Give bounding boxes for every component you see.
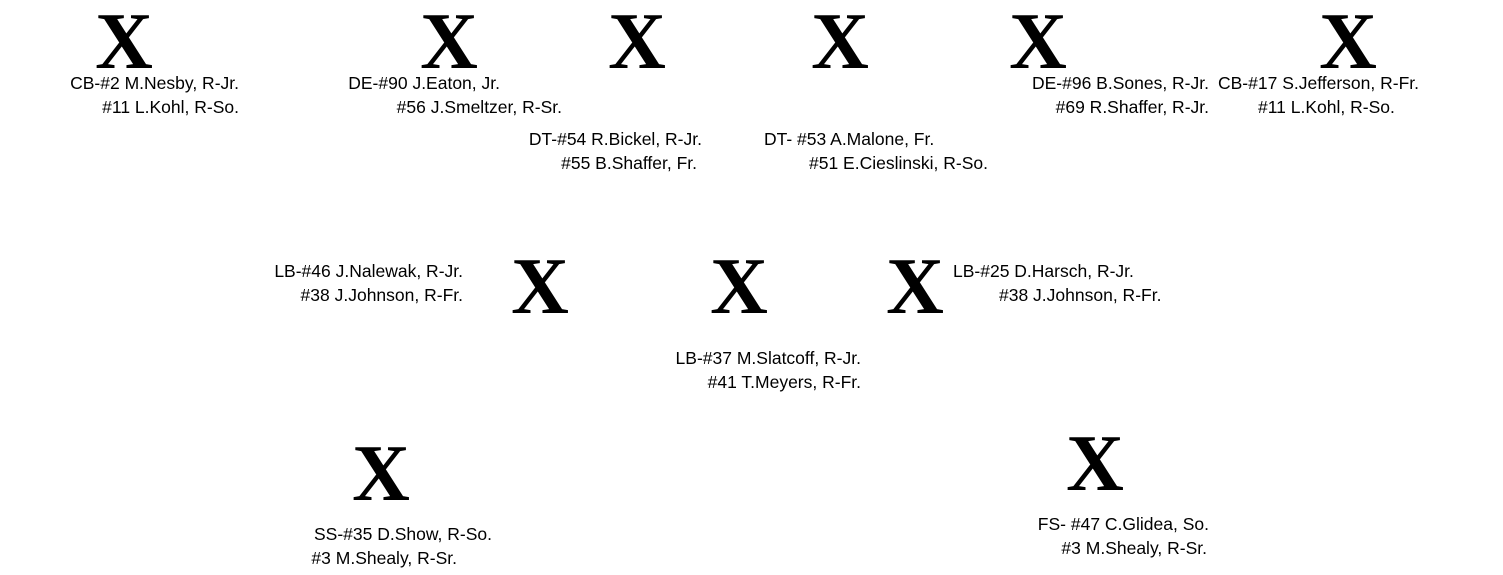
fs-starter: FS- #47 C.Glidea, So. <box>1037 514 1209 534</box>
lb-right-backup: #38 J.Johnson, R-Fr. <box>999 285 1162 305</box>
dt-right-starter: DT- #53 A.Malone, Fr. <box>764 129 935 149</box>
ss-label <box>311 522 492 570</box>
lb-left-starter: LB-#46 J.Nalewak, R-Jr. <box>274 261 463 281</box>
lb-right-label <box>953 259 1161 307</box>
dt-right-backup: #51 E.Cieslinski, R-So. <box>809 153 988 173</box>
dt-left-starter: DT-#54 R.Bickel, R-Jr. <box>528 129 702 149</box>
de-right-backup: #69 R.Shaffer, R-Jr. <box>1055 97 1209 117</box>
cb-right-label <box>1218 71 1419 119</box>
cb-left-label <box>70 71 239 119</box>
fs-backup: #3 M.Shealy, R-Sr. <box>1061 538 1207 558</box>
cb-right-starter: CB-#17 S.Jefferson, R-Fr. <box>1218 73 1420 93</box>
ss-backup: #3 M.Shealy, R-Sr. <box>311 548 457 568</box>
dt-right-marker: X <box>811 0 869 86</box>
lb-left-marker: X <box>511 243 569 331</box>
lb-middle-backup: #41 T.Meyers, R-Fr. <box>707 372 861 392</box>
de-right-label <box>1032 71 1209 119</box>
ss-marker: X <box>352 430 410 518</box>
lb-middle-label <box>676 346 861 394</box>
fs-label <box>1038 512 1209 560</box>
cb-left-backup: #11 L.Kohl, R-So. <box>102 97 239 117</box>
cb-right-marker: X <box>1319 0 1377 86</box>
lb-left-label <box>274 259 463 307</box>
lb-right-marker: X <box>886 243 944 331</box>
fs-marker: X <box>1066 420 1124 508</box>
de-right-starter: DE-#96 B.Sones, R-Jr. <box>1031 73 1209 93</box>
ss-starter: SS-#35 D.Show, R-So. <box>314 524 492 544</box>
de-left-backup: #56 J.Smeltzer, R-Sr. <box>396 97 562 117</box>
lb-right-starter: LB-#25 D.Harsch, R-Jr. <box>953 261 1134 281</box>
de-left-label <box>348 71 562 119</box>
dt-left-backup: #55 B.Shaffer, Fr. <box>561 153 697 173</box>
lb-left-backup: #38 J.Johnson, R-Fr. <box>300 285 463 305</box>
lb-middle-starter: LB-#37 M.Slatcoff, R-Jr. <box>675 348 861 368</box>
cb-right-backup: #11 L.Kohl, R-So. <box>1258 97 1395 117</box>
lb-middle-marker: X <box>710 243 768 331</box>
cb-left-starter: CB-#2 M.Nesby, R-Jr. <box>70 73 239 93</box>
de-left-starter: DE-#90 J.Eaton, Jr. <box>348 73 500 93</box>
dt-left-label <box>529 127 702 175</box>
de-left-marker: X <box>420 0 478 86</box>
de-right-marker: X <box>1009 0 1067 86</box>
cb-left-marker: X <box>95 0 153 86</box>
dt-right-label <box>764 127 988 175</box>
dt-left-marker: X <box>608 0 666 86</box>
